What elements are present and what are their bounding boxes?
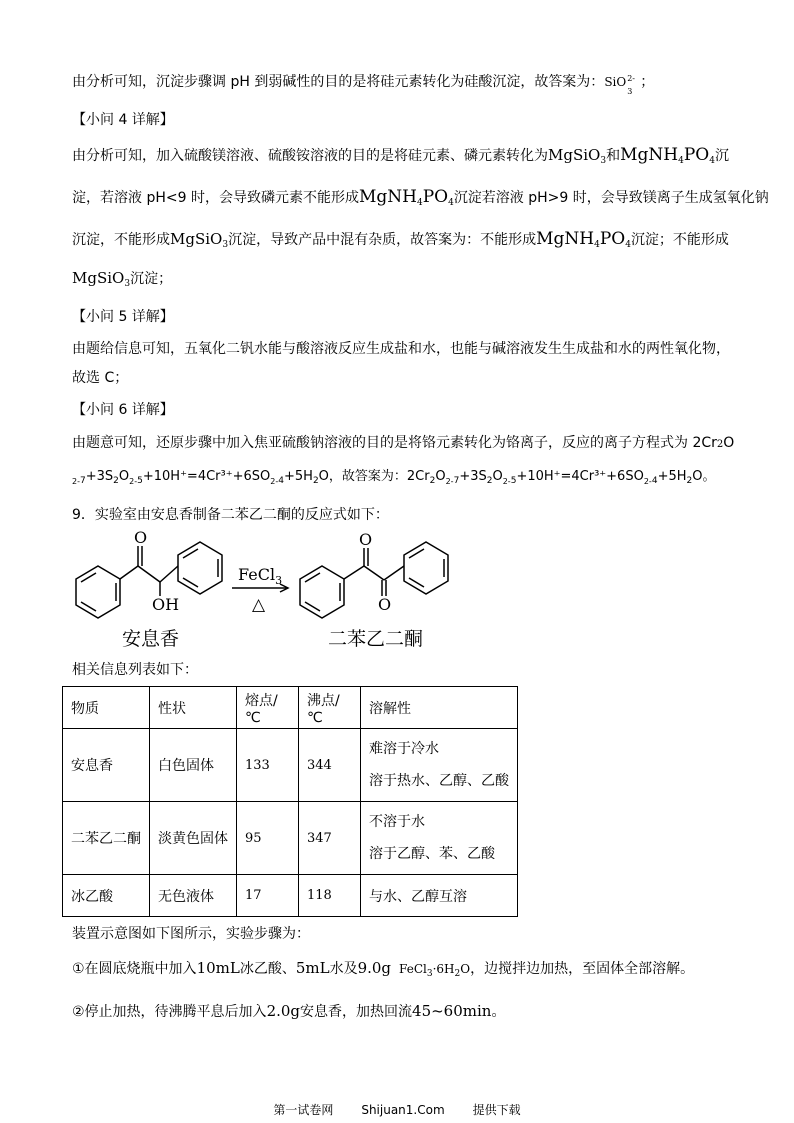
- carbonyl-o-label: O: [134, 530, 148, 547]
- formula-fecl3-hydrate: $FeCl_3\cdot 6H_2O$: [399, 962, 471, 979]
- section-heading-6: 【小问 6 详解】: [72, 402, 174, 418]
- footer-url: Shijuan1.Com: [361, 1103, 445, 1117]
- answer-line-q5-1: 由题给信息可知，五氧化二钒水能与酸溶液反应生成盐和水，也能与碱溶液发生生成盐和水的两性氧化物，: [72, 341, 730, 357]
- silicate-ion: SiO 2- 3: [604, 74, 636, 96]
- benzene-ring: [76, 566, 120, 618]
- reactant-name: 安息香: [122, 628, 180, 650]
- answer-line-q4-3: 沉淀，不能形成MgSiO$_3$沉淀，导致产品中混有杂质，故答案为：不能形成$MgNH_4PO_4$沉淀；不能形成: [72, 229, 729, 250]
- reaction-scheme: [66, 530, 466, 656]
- answer-line-q5-2: 故选 C；: [72, 370, 129, 386]
- header-cell: 物质: [63, 687, 150, 729]
- formula-mgnh4po4: $MgNH_4PO_4$: [536, 229, 631, 250]
- property-table: [62, 686, 518, 917]
- formula-mgnh4po4: $MgNH_4PO_4$: [620, 145, 715, 166]
- step-2: ②停止加热，待沸腾平息后加入2.0g安息香，加热回流45~60min。: [72, 1002, 506, 1020]
- formula-mgnh4po4: $MgNH_4PO_4$: [358, 187, 454, 208]
- header-cell: 性状: [150, 687, 237, 729]
- page-footer: [0, 1101, 794, 1118]
- benzene-ring: [300, 566, 344, 618]
- carbonyl-o-label: O: [359, 530, 373, 549]
- answer-line-q4-2: 淀，若溶液 pH<9 时，会导致磷元素不能形成$MgNH_4PO_4$沉淀若溶液 pH>9 时，会导致镁离子生成氢氧化钠: [72, 187, 769, 208]
- device-intro: 装置示意图如下图所示，实验步骤为：: [72, 926, 310, 942]
- answer-line-q3: 由分析可知，沉淀步骤调 pH 到弱碱性的目的是将硅元素转化为硅酸沉淀，故答案为：SiO 2- 3 ；: [72, 74, 655, 96]
- table-header-row: [63, 687, 518, 729]
- reagent-label: FeCl$_3$: [238, 565, 283, 587]
- benzene-ring: [178, 542, 222, 594]
- table-row: 冰乙酸 无色液体 17 118 与水、乙醇互溶: [63, 875, 518, 917]
- step-1: ①在圆底烧瓶中加入10mL冰乙酸、5mL水及9.0g $FeCl_3\cdot 6H_2O$，边搅拌边加热，至固体全部溶解。: [72, 959, 695, 979]
- heat-symbol: △: [252, 595, 266, 615]
- formula-mgsio3: MgSiO$_3$: [170, 230, 229, 250]
- benzene-ring: [404, 542, 448, 594]
- footer-note: 提供下载: [472, 1103, 521, 1117]
- answer-line-q6-1: 由题意可知，还原步骤中加入焦亚硫酸钠溶液的目的是将铬元素转化为铬离子，反应的离子方程式为 2Cr2O: [72, 435, 735, 451]
- question-9: 9．实验室由安息香制备二苯乙二酮的反应式如下：: [72, 507, 389, 523]
- table-row: 安息香 白色固体 133 344 难溶于冷水 溶于热水、乙醇、乙酸: [63, 729, 518, 802]
- table-intro: 相关信息列表如下：: [72, 662, 198, 678]
- footer-site: 第一试卷网: [273, 1103, 334, 1117]
- section-heading-4: 【小问 4 详解】: [72, 112, 174, 128]
- header-cell: 溶解性: [361, 687, 518, 729]
- carbonyl-o-label: O: [378, 595, 392, 614]
- product-name: 二苯乙二酮: [328, 628, 424, 650]
- answer-line-q4-4: MgSiO$_3$沉淀；: [72, 269, 173, 289]
- formula-mgsio3: MgSiO$_3$: [72, 269, 131, 289]
- section-heading-5: 【小问 5 详解】: [72, 309, 174, 325]
- header-cell: 熔点/℃: [237, 687, 299, 729]
- hydroxyl-label: OH: [152, 595, 180, 614]
- answer-line-q4-1: 由分析可知，加入硫酸镁溶液、硫酸铵溶液的目的是将硅元素、磷元素转化为MgSiO$_3$和$MgNH_4PO_4$沉: [72, 145, 729, 166]
- header-cell: 沸点/℃: [299, 687, 361, 729]
- ionic-equation: 2- $_7+3S_2O$ 2- $_5$+10H⁺=4Cr³⁺+6SO 2- $_4+5H_2O$，故答案为：$2Cr_2O$ 2- $_7+3S_2O$ 2- $_5$+10H⁺=4Cr³⁺+6SO 2- $_4+5H_2O$。: [72, 469, 716, 486]
- table-row: 二苯乙二酮 淡黄色固体 95 347 不溶于水 溶于乙醇、苯、乙酸: [63, 802, 518, 875]
- formula-mgsio3: MgSiO$_3$: [548, 146, 607, 166]
